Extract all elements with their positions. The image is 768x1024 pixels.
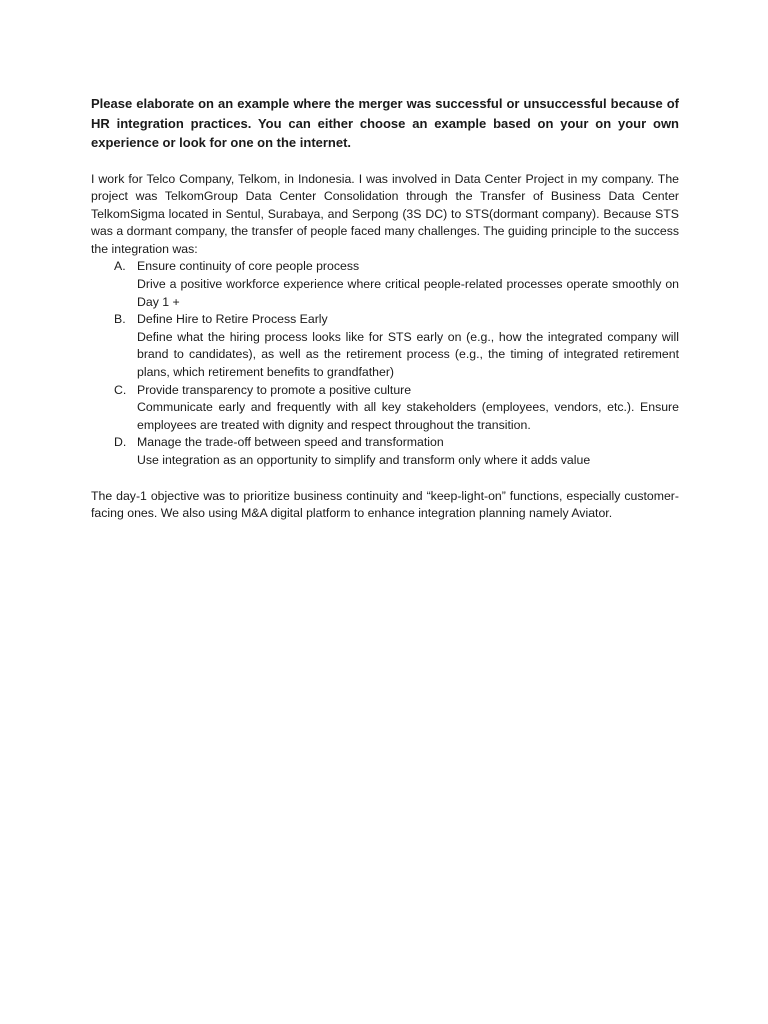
intro-paragraph: I work for Telco Company, Telkom, in Indonesia. I was involved in Data Center Project in my company. The project was TelkomGroup Data Center Consolidation through the Transfer of Business Data Center TelkomSigma located in Sentul, Surabaya, and Serpong (3S DC) to STS(dormant company). Because STS was a dormant company, the transfer of people faced many challenges. The guiding principle to the success the integration was: xyxy=(91,171,679,256)
conclusion-paragraph: The day-1 objective was to prioritize business continuity and “keep-light-on” functions, especially customer-facing ones. We also using M&A digital platform to enhance integration planning namely Aviator. xyxy=(91,488,679,521)
guiding-principles-list xyxy=(91,258,679,469)
document-page xyxy=(91,94,679,523)
list-item-description: Use integration as an opportunity to simplify and transform only where it adds value xyxy=(137,453,591,467)
list-item-title: Manage the trade-off between speed and transformation xyxy=(137,435,444,450)
list-item xyxy=(91,382,679,435)
list-item-description: Define what the hiring process looks like for STS early on (e.g., how the integrated company will brand to candidates), as well as the retirement process (e.g., the timing of integrated retirement plans, which retirement benefits to grandfather) xyxy=(137,329,679,380)
list-marker: C. xyxy=(114,382,127,397)
list-item xyxy=(91,258,679,311)
list-marker: D. xyxy=(114,435,127,450)
list-marker: B. xyxy=(114,312,126,327)
list-item-description: Communicate early and frequently with all key stakeholders (employees, vendors, etc.). Ensure employees are treated with dignity and respect throughout the transition. xyxy=(137,400,679,432)
list-item-description: Drive a positive workforce experience where critical people-related processes operate smoothly on Day 1 + xyxy=(137,277,679,309)
list-item-title: Ensure continuity of core people process xyxy=(137,259,360,274)
list-item xyxy=(91,311,679,381)
list-item-title: Define Hire to Retire Process Early xyxy=(137,312,328,327)
list-item xyxy=(91,434,679,469)
question-heading: Please elaborate on an example where the merger was successful or unsuccessful because of HR integration practices. You can either choose an example based on your on your own experience or look for one on the internet. xyxy=(91,96,679,150)
list-item-title: Provide transparency to promote a positive culture xyxy=(137,382,412,397)
list-marker: A. xyxy=(114,259,126,274)
